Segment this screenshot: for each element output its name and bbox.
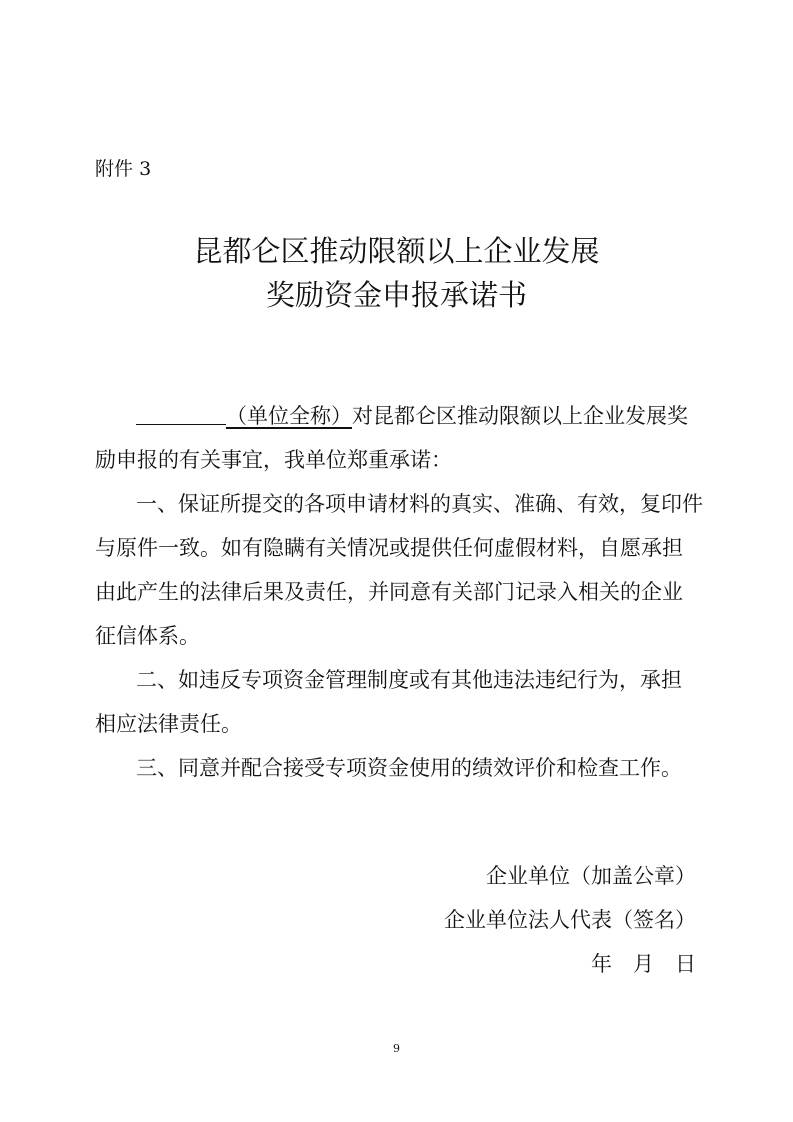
attachment-text: 附件: [95, 158, 134, 180]
document-title-line-2: 奖励资金申报承诺书: [265, 278, 527, 312]
company-seal-label: 企业单位（加盖公章）: [486, 864, 696, 888]
item-1-line-3: 由此产生的法律后果及责任，并同意有关部门记录入相关的企业: [95, 580, 683, 604]
item-2-line-1: 二、如违反专项资金管理制度或有其他违法违纪行为，承担: [136, 668, 682, 692]
item-1-line-1: 一、保证所提交的各项申请材料的真实、准确、有效，复印件: [136, 492, 703, 516]
item-3-line-1: 三、同意并配合接受专项资金使用的绩效评价和检查工作。: [136, 756, 682, 780]
attachment-label: [95, 156, 151, 182]
unit-name-blank: [136, 402, 226, 425]
page-number: 9: [393, 1042, 400, 1055]
intro-line-2: 励申报的有关事宜，我单位郑重承诺：: [95, 448, 452, 472]
legal-representative-label: 企业单位法人代表（签名）: [444, 908, 696, 932]
unit-name-field-label: （单位全称）: [226, 404, 352, 428]
item-1-line-2: 与原件一致。如有隐瞒有关情况或提供任何虚假材料，自愿承担: [95, 536, 683, 560]
document-title-line-1: 昆都仑区推动限额以上企业发展: [193, 234, 600, 268]
item-1-line-4: 征信体系。: [95, 624, 200, 648]
attachment-number: 3: [139, 158, 152, 180]
intro-text: 对昆都仑区推动限额以上企业发展奖: [352, 404, 688, 428]
item-2-line-2: 相应法律责任。: [95, 712, 242, 736]
intro-line-1: [136, 401, 688, 431]
date-label: 年 月 日: [591, 952, 696, 976]
